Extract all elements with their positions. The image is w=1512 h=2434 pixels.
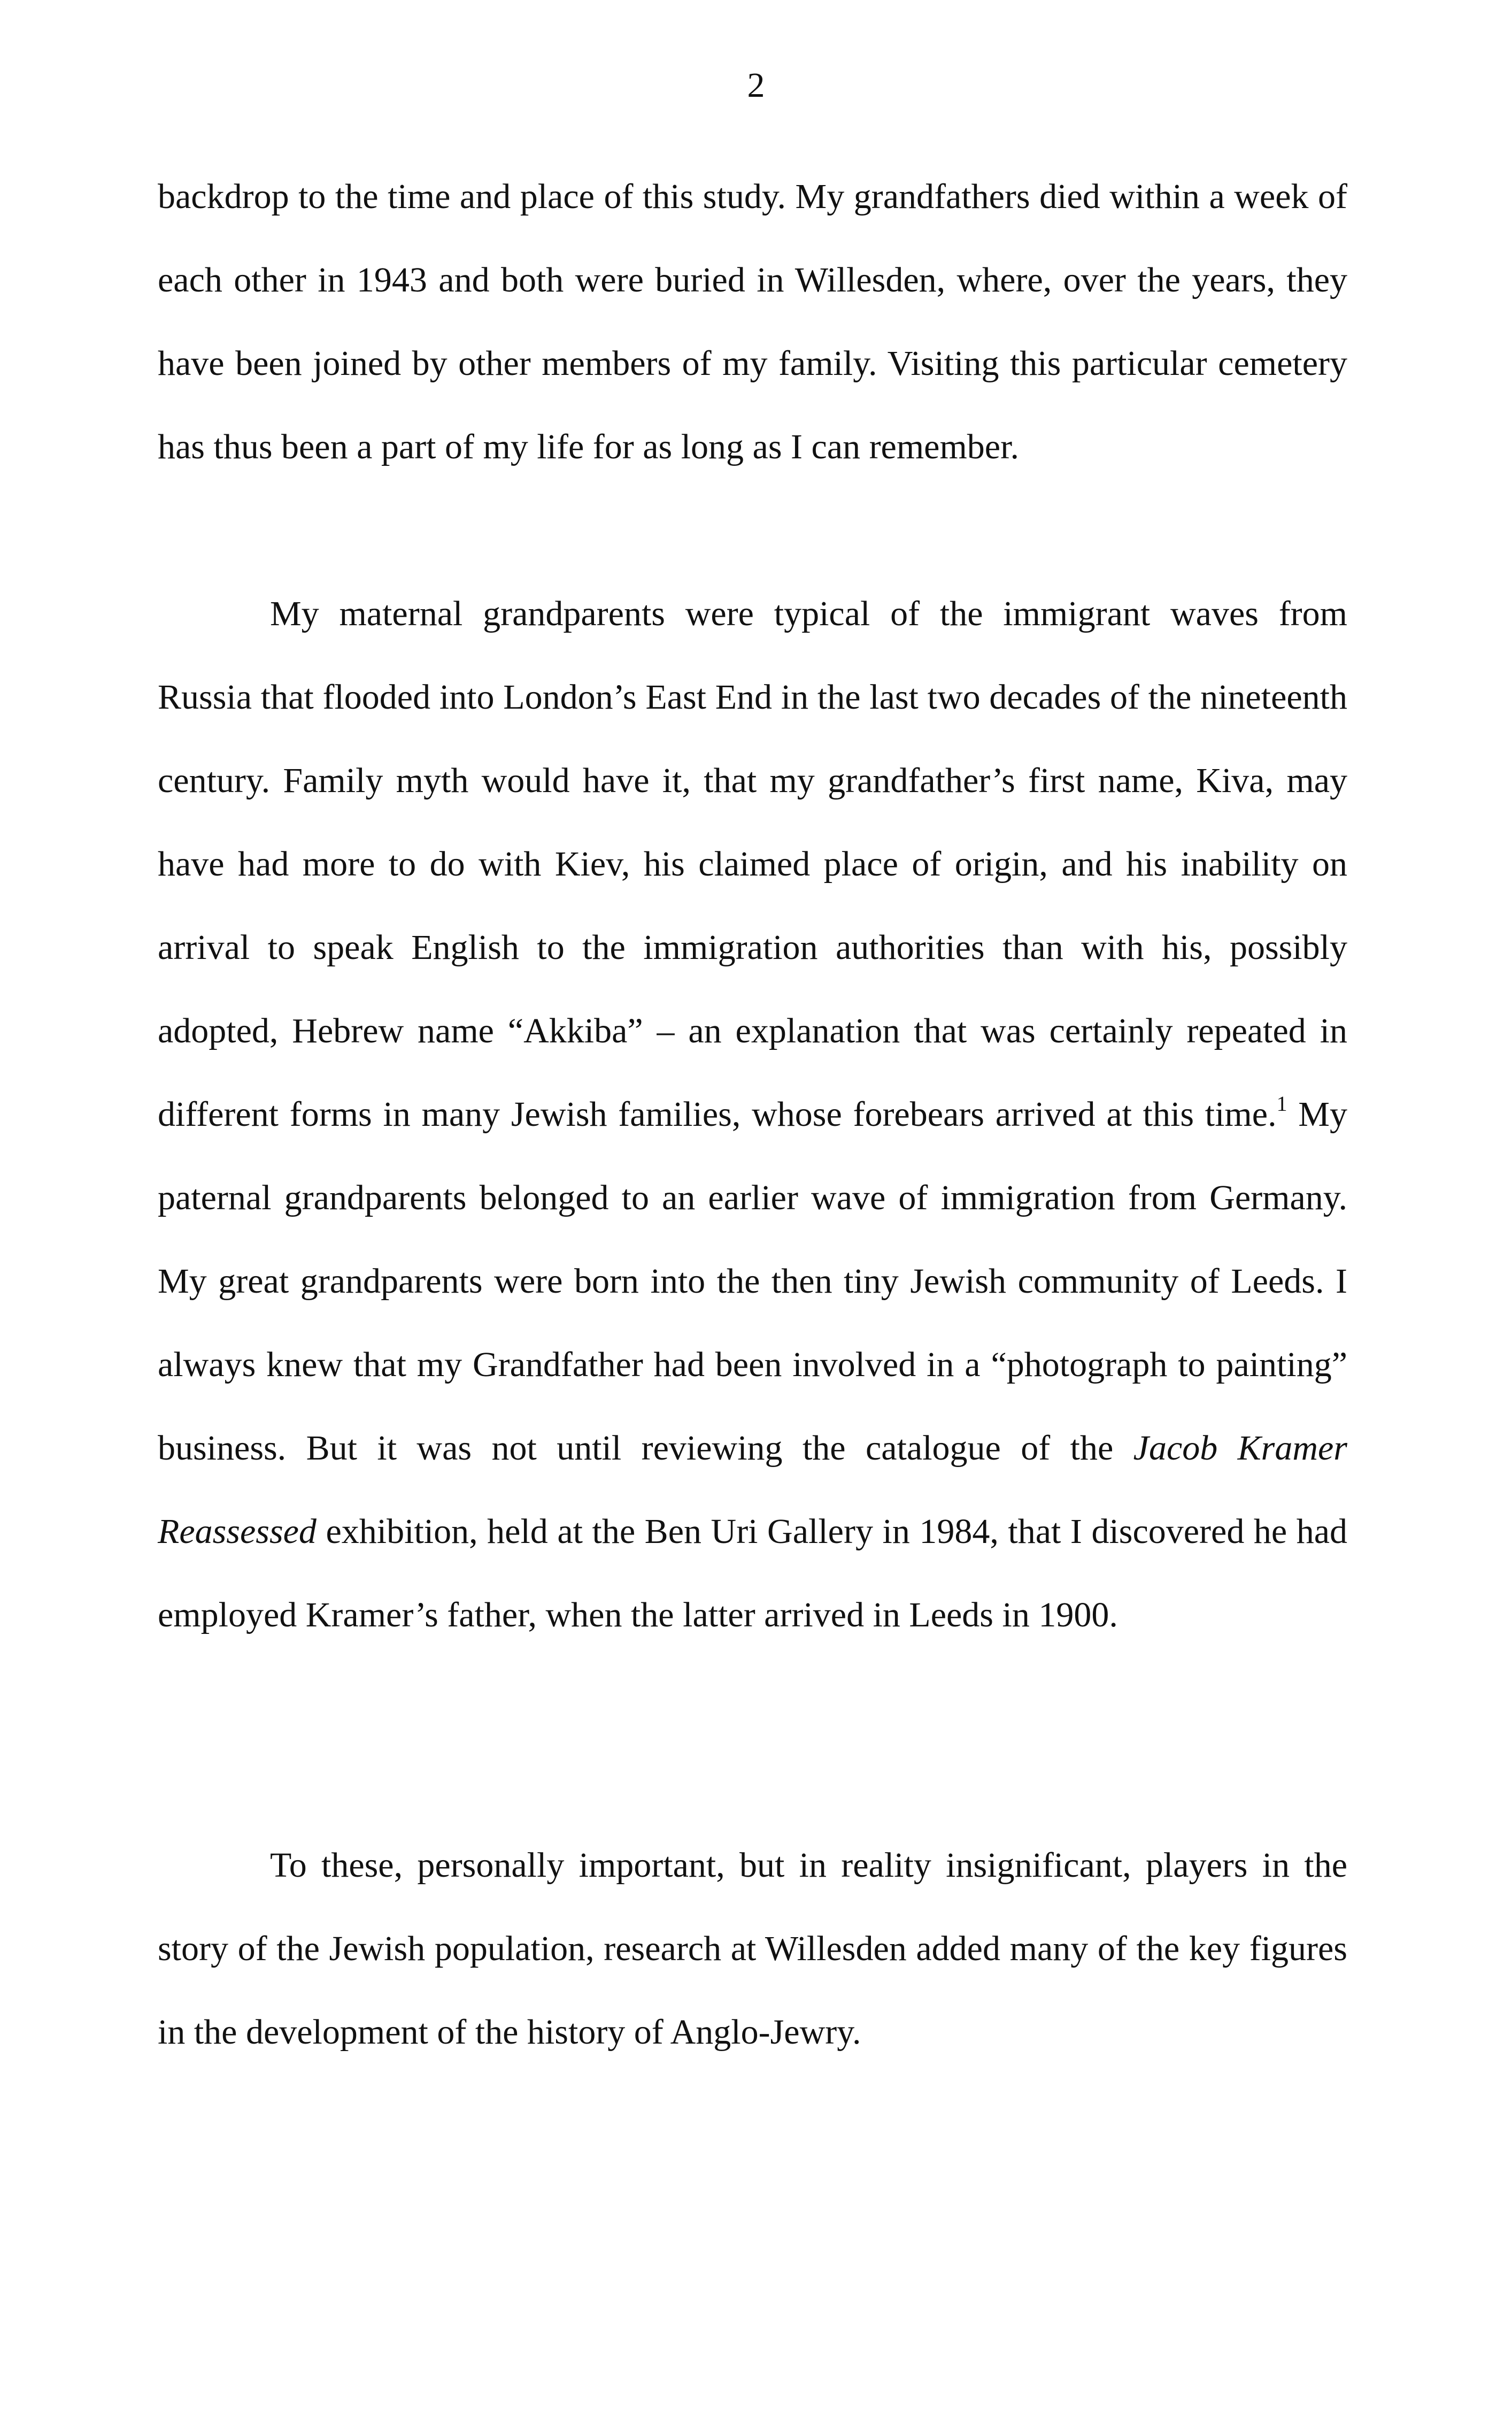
footnote-reference[interactable]: 1 — [1276, 1092, 1287, 1116]
paragraph-2-text-a: My maternal grandparents were typical of the immigrant waves from Russia that flooded into London’s East End in the last two decades of the nineteenth century. Family myth would have it, that my grandfather’s first name, Kiva, may have had more to do with Kiev, his claimed place of origin, and his inability on arrival to speak English to the immigration authorities than with his, possibly adopted, Hebrew name “Akkiba” – an explanation that was certainly repeated in different forms in many Jewish families, whose forebears arrived at this time. — [158, 594, 1347, 1134]
exhibition-title: Jacob Kramer Reassessed — [158, 1429, 1347, 1551]
paragraph-2-text-b: My paternal grandparents belonged to an earlier wave of immigration from Germany. My great grandparents were born into the then tiny Jewish community of Leeds. I always knew that my Grandfather had been involved in a “photograph to painting” business. But it was not until reviewing the catalogue of the — [158, 1095, 1347, 1468]
paragraph-3: To these, personally important, but in reality insignificant, players in the story of the Jewish population, research at Willesden added many of the key figures in the development of the history of Anglo-Jewry. — [158, 1846, 1347, 2052]
page-number: 2 — [747, 66, 765, 105]
paragraph-2-text-c: exhibition, held at the Ben Uri Gallery in 1984, that I discovered he had employed Kramer’s father, when the latter arrived in Leeds in 1900. — [158, 1512, 1347, 1634]
paragraph-2 — [158, 572, 1347, 1657]
paragraph-1: backdrop to the time and place of this study. My grandfathers died within a week of each other in 1943 and both were buried in Willesden, where, over the years, they have been joined by other members of my family. Visiting this particular cemetery has thus been a part of my life for as long as I can remember. — [158, 177, 1347, 466]
